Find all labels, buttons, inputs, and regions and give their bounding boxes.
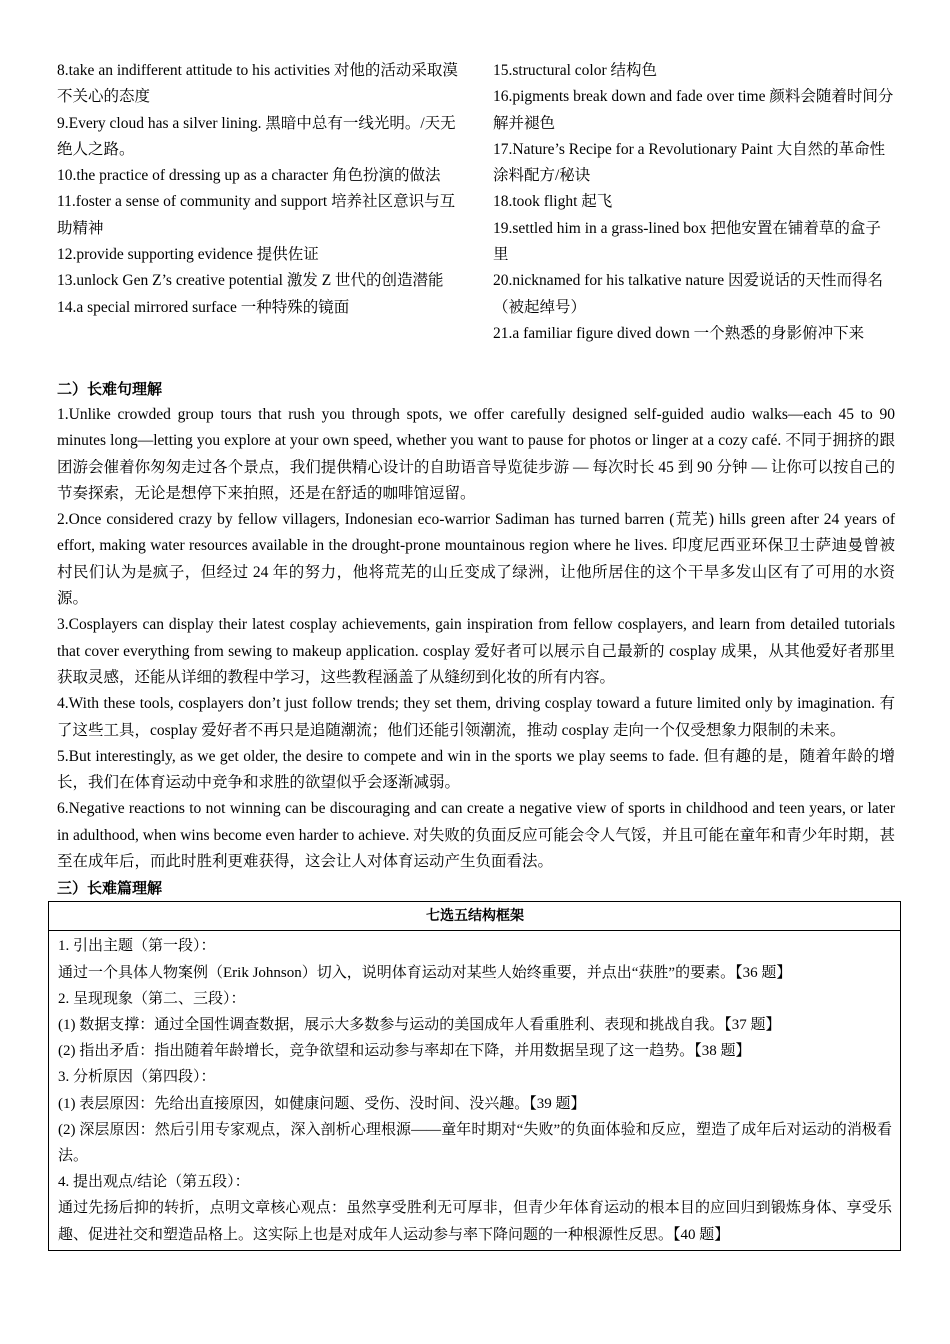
vocab-item: 12.provide supporting evidence 提供佐证 <box>57 246 319 264</box>
framework-line: 通过先扬后抑的转折，点明文章核心观点：虽然享受胜利无可厚非，但青少年体育运动的根本目的应回归到锻炼身体、享受乐趣、促进社交和塑造品格上。这实际上也是对成年人运动参与率下降问题的一种根源性反思。【40 题】 <box>58 1200 892 1243</box>
framework-line: (2) 深层原因：然后引用专家观点，深入剖析心理根源——童年时期对“失败”的负面体验和反应，塑造了成年后对运动的消极看法。 <box>58 1121 892 1164</box>
section-title-long-sentences: 二）长难句理解 <box>57 380 163 398</box>
framework-line: 1. 引出主题（第一段）： <box>58 938 216 955</box>
framework-body <box>49 931 901 1250</box>
sentence-item: 2.Once considered crazy by fellow villagers, Indonesian eco-warrior Sadiman has turned barren (荒芜) hills green after 24 years of effort, making water resources available in the drought-prone mountainous region where he lives. 印度尼西亚环保卫士萨迪曼曾被村民们认为是疯子，但经过 24 年的努力，他将荒芜的山丘变成了绿洲，让他所居住的这个干旱多发山区有了可用的水资源。 <box>57 511 895 608</box>
vocabulary-column-left <box>57 58 467 321</box>
long-sentences-section <box>57 402 895 875</box>
framework-line: 3. 分析原因（第四段）： <box>58 1069 216 1086</box>
framework-line: 4. 提出观点/结论（第五段）： <box>58 1174 250 1191</box>
vocab-item: 15.structural color 结构色 <box>493 62 658 79</box>
sentence-item: 1.Unlike crowded group tours that rush you through spots, we offer carefully designed self-guided audio walks—each 45 to 90 minutes long—letting you explore at your own speed, whether you want to pause for photos or linger at a cozy café. 不同于拥挤的跟团游会催着你匆匆走过各个景点，我们提供精心设计的自助语音导览徒步游 — 每次时长 45 到 90 分钟 — 让你可以按自己的节奏探索，无论是想停下来拍照，还是在舒适的咖啡馆逗留。 <box>57 406 895 502</box>
framework-line: (1) 数据支撑：通过全国性调查数据，展示大多数参与运动的美国成年人看重胜利、表现和挑战自我。【37 题】 <box>58 1016 781 1033</box>
framework-line: 2. 呈现现象（第二、三段）： <box>58 990 246 1007</box>
vocab-item: 16.pigments break down and fade over time 颜料会随着时间分解并褪色 <box>493 88 894 132</box>
vocab-item: 9.Every cloud has a silver lining. 黑暗中总有一线光明。/天无绝人之路。 <box>57 114 456 158</box>
framework-line: 通过一个具体人物案例（Erik Johnson）切入，说明体育运动对某些人始终重要，并点出“获胜”的要素。【36 题】 <box>58 964 792 981</box>
vocab-item: 17.Nature’s Recipe for a Revolutionary Paint 大自然的革命性涂料配方/秘诀 <box>493 140 886 185</box>
vocabulary-section <box>57 58 895 376</box>
sentence-item: 4.With these tools, cosplayers don’t just follow trends; they set them, driving cosplay toward a future limited only by imagination. 有了这些工具，cosplay 爱好者不再只是追随潮流；他们还能引领潮流，推动 cosplay 走向一个仅受想象力限制的未来。 <box>57 695 895 739</box>
vocab-item: 13.unlock Gen Z’s creative potential 激发 Z 世代的创造潜能 <box>57 272 444 290</box>
section-title-long-passage: 三）长难篇理解 <box>57 879 163 898</box>
sentence-item: 6.Negative reactions to not winning can be discouraging and can create a negative view of sports in childhood and teen years, or later in adulthood, when wins become even harder to achieve. 对失败的负面反应可能会令人气馁，并且可能在童年和青少年时期，甚至在成年后，而此时胜利更难获得，这会让人对体育运动产生负面看法。 <box>57 800 895 871</box>
vocab-item: 21.a familiar figure dived down 一个熟悉的身影俯冲下来 <box>493 324 865 342</box>
vocab-item: 18.took flight 起飞 <box>493 193 613 211</box>
framework-line: (2) 指出矛盾：指出随着年龄增长，竞争欲望和运动参与率却在下降，并用数据呈现了这一趋势。【38 题】 <box>58 1043 751 1060</box>
structure-framework-table <box>48 901 901 1250</box>
vocabulary-column-right <box>493 58 895 347</box>
document-page <box>57 58 895 1251</box>
vocab-item: 8.take an indifferent attitude to his activities 对他的活动采取漠不关心的态度 <box>57 62 458 106</box>
framework-title: 七选五结构框架 <box>49 902 901 931</box>
sentence-item: 3.Cosplayers can display their latest cosplay achievements, gain inspiration from fellow cosplayers, and learn from detailed tutorials that cover everything from sewing to makeup application. cosplay 爱好者可以展示自己最新的 cosplay 成果，从其他爱好者那里获取灵感，还能从详细的教程中学习，这些教程涵盖了从缝纫到化妆的所有内容。 <box>57 616 895 686</box>
vocab-item: 11.foster a sense of community and support 培养社区意识与互助精神 <box>57 193 456 237</box>
vocab-item: 10.the practice of dressing up as a character 角色扮演的做法 <box>57 167 441 185</box>
sentence-item: 5.But interestingly, as we get older, the desire to compete and win in the sports we play seems to fade. 但有趣的是，随着年龄的增长，我们在体育运动中竞争和求胜的欲望似乎会逐渐减弱。 <box>57 747 895 792</box>
vocab-item: 14.a special mirrored surface 一种特殊的镜面 <box>57 298 350 316</box>
vocab-item: 19.settled him in a grass-lined box 把他安置在铺着草的盒子里 <box>493 219 881 264</box>
vocab-item: 20.nicknamed for his talkative nature 因爱说话的天性而得名（被起绰号） <box>493 272 884 316</box>
framework-line: (1) 表层原因：先给出直接原因，如健康问题、受伤、没时间、没兴趣。【39 题】 <box>58 1095 586 1112</box>
